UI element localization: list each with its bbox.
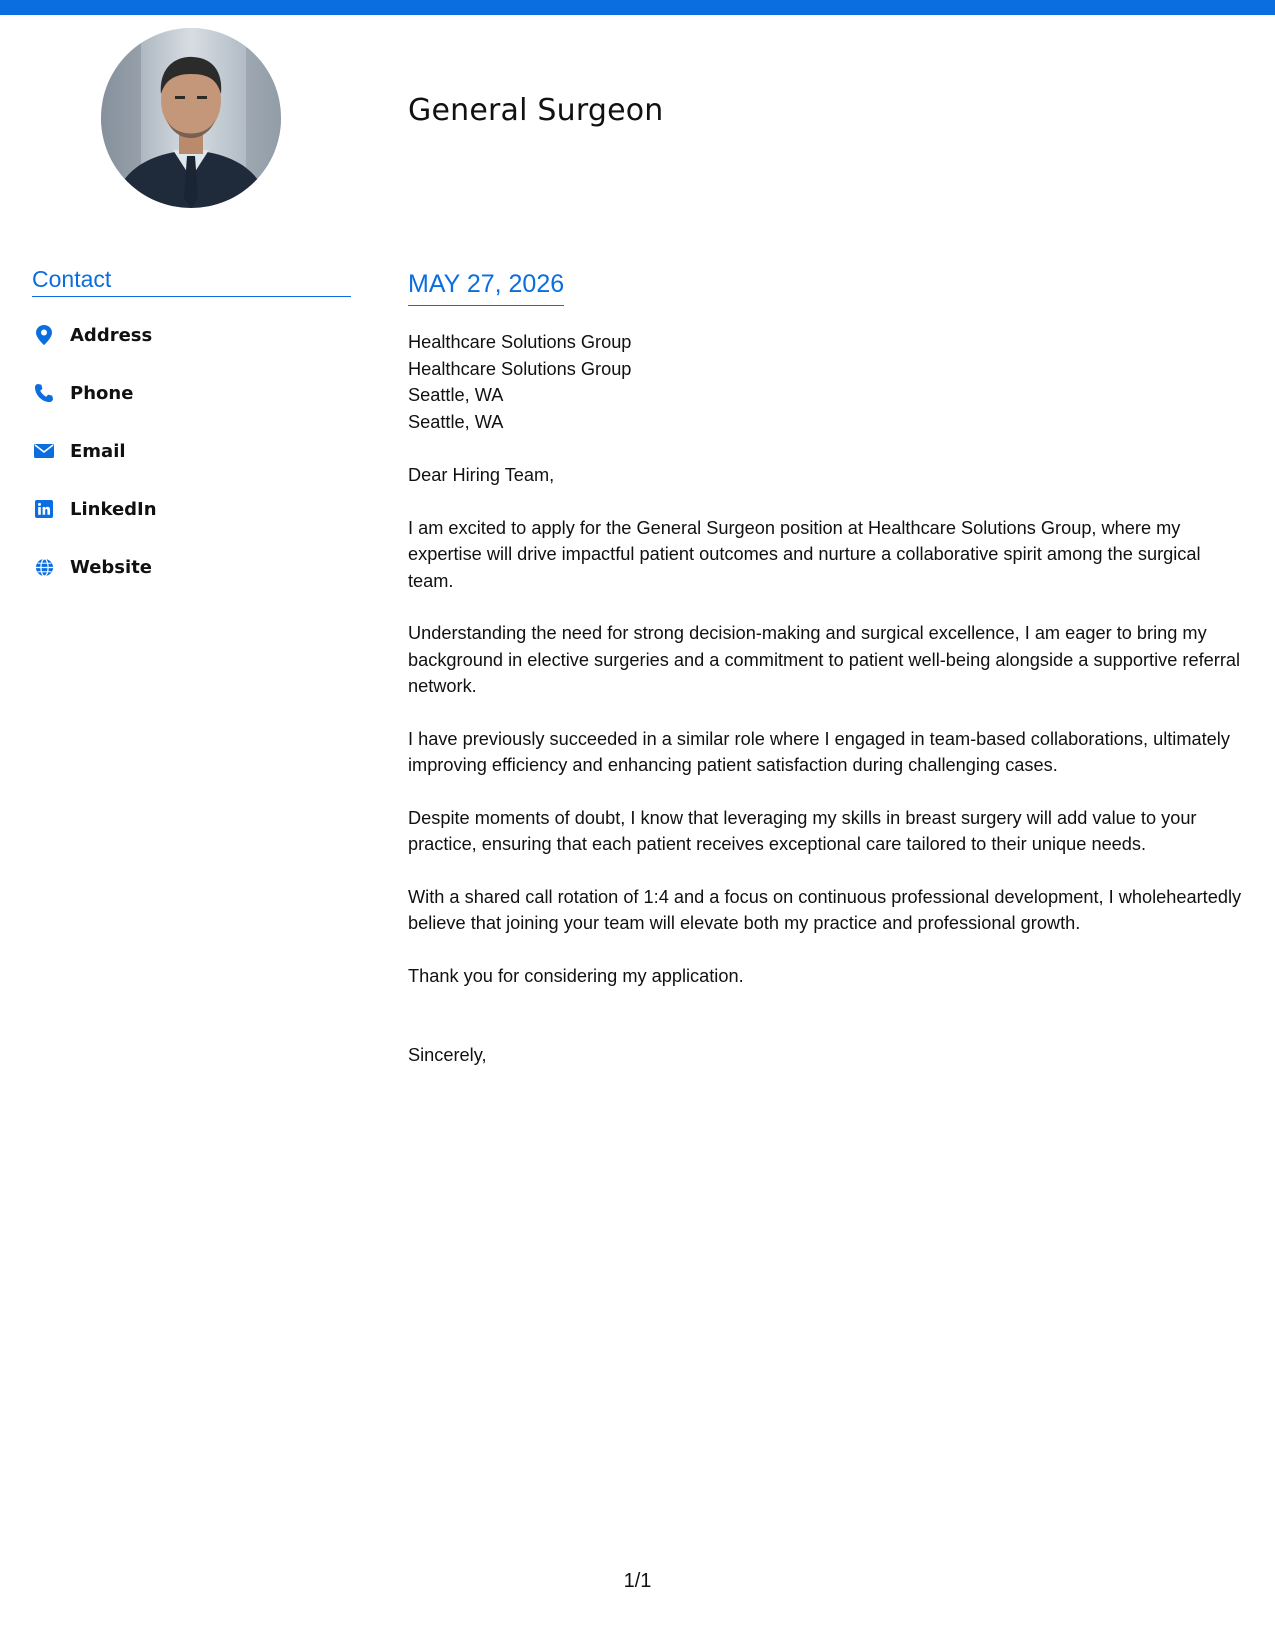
recipient-address <box>408 329 1243 435</box>
letter-date: MAY 27, 2026 <box>408 270 564 306</box>
contact-heading: Contact <box>32 266 351 297</box>
letter-body <box>408 329 1243 1069</box>
contact-item-website <box>32 538 157 596</box>
top-accent-bar <box>0 0 1275 15</box>
recipient-line: Healthcare Solutions Group <box>408 332 632 352</box>
letter-paragraph: I am excited to apply for the General Surgeon position at Healthcare Solutions Group, where my expertise will drive impactful patient outcomes and nurture a collaborative spirit among the surgical team. <box>408 517 1201 591</box>
recipient-line: Healthcare Solutions Group <box>408 358 632 379</box>
letter-closing: Thank you for considering my application. <box>408 965 744 986</box>
letter-greeting: Dear Hiring Team, <box>408 465 555 485</box>
contact-item-linkedin <box>32 480 157 538</box>
contact-label-address: Address <box>70 324 153 346</box>
contact-label-linkedin: LinkedIn <box>70 498 157 520</box>
letter-signoff: Sincerely, <box>408 1045 487 1065</box>
contact-label-phone: Phone <box>70 382 134 404</box>
letter-paragraph: With a shared call rotation of 1:4 and a focus on continuous professional development, I wholeheartedly believe that joining your team will elevate both my practice and professional growth. <box>408 886 1242 933</box>
recipient-line: Seattle, WA <box>408 385 504 405</box>
page-number: 1/1 <box>623 1570 652 1592</box>
recipient-line: Seattle, WA <box>408 411 504 432</box>
envelope-icon <box>32 439 56 463</box>
profile-photo <box>101 28 281 208</box>
contact-item-email <box>32 422 157 480</box>
contact-label-website: Website <box>70 556 153 578</box>
contact-label-email: Email <box>70 440 126 462</box>
linkedin-icon <box>32 497 56 521</box>
letter-paragraph: I have previously succeeded in a similar role where I engaged in team-based collaborations, ultimately improving efficiency and enhancing patient satisfaction during challenging cases. <box>408 728 1230 775</box>
phone-icon <box>32 381 56 405</box>
globe-icon <box>32 555 56 579</box>
contact-item-phone <box>32 364 157 422</box>
letter-paragraph: Understanding the need for strong decision-making and surgical excellence, I am eager to bring my background in elective surgeries and a commitment to patient well-being alongside a supportive referral network. <box>408 623 1241 696</box>
contact-item-address <box>32 306 157 364</box>
contact-list <box>32 306 157 596</box>
job-title: General Surgeon <box>408 93 664 128</box>
letter-paragraph: Despite moments of doubt, I know that leveraging my skills in breast surgery will add value to your practice, ensuring that each patient receives exceptional care tailored to their unique needs. <box>408 807 1197 854</box>
map-pin-icon <box>32 323 56 347</box>
